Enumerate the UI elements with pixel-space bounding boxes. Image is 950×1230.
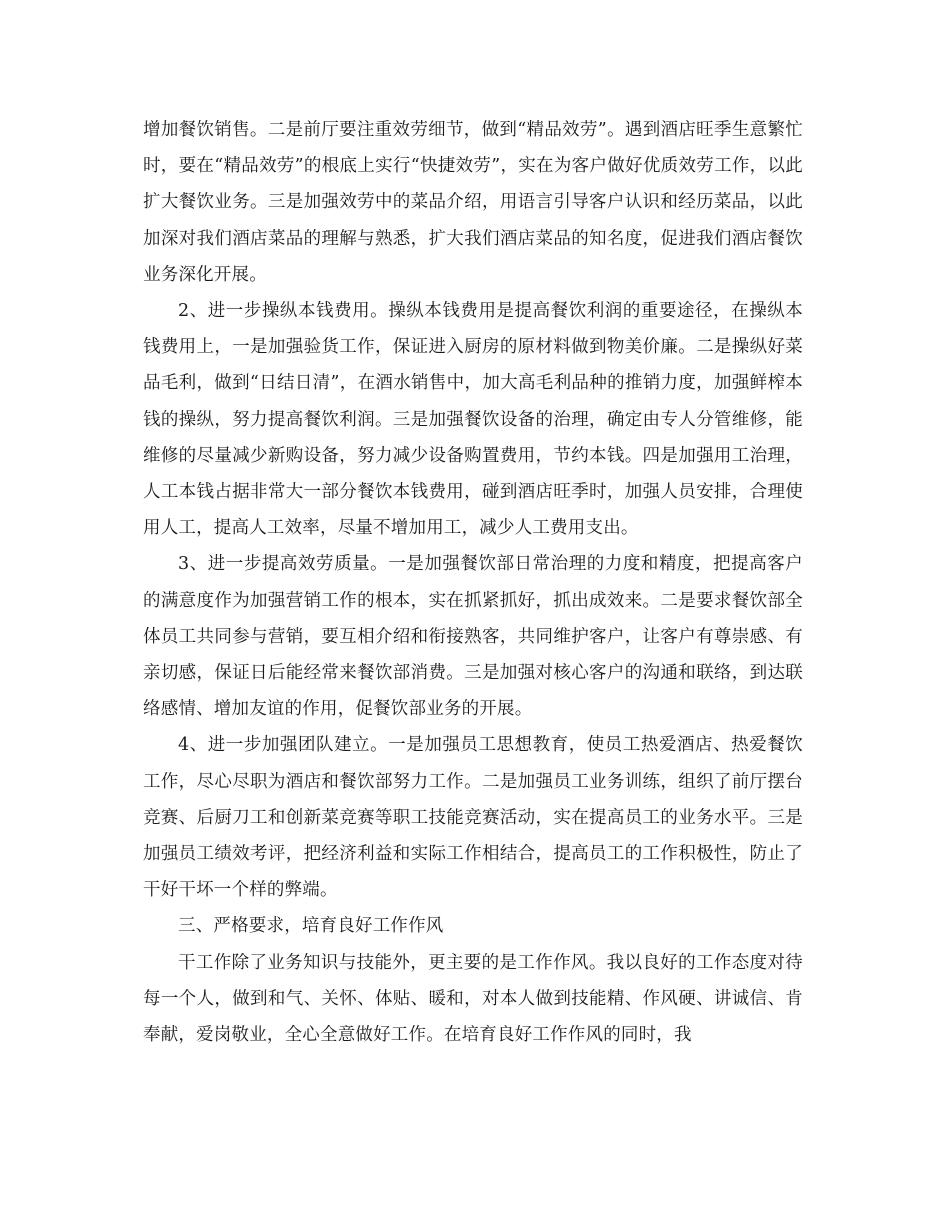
paragraph-work-style: 干工作除了业务知识与技能外，更主要的是工作作风。我以良好的工作态度对待每一个人，做到和气、关怀、体贴、暖和，对本人做到技能精、作风硬、讲诚信、肯奉献，爱岗敬业，全心全意做好工作。在培育良好工作作风的同时，我 [143,952,803,1046]
paragraph-continuation: 增加餐饮销售。二是前厅要注重效劳细节，做到“精品效劳”。遇到酒店旺季生意繁忙时，要在“精品效劳”的根底上实行“快捷效劳”，实在为客户做好优质效劳工作，以此扩大餐饮业务。三是加强效劳中的菜品介绍，用语言引导客户认识和经历菜品，以此加深对我们酒店菜品的理解与熟悉，扩大我们酒店菜品的知名度，促进我们酒店餐饮业务深化开展。 [143,120,803,285]
section-heading: 三、严格要求，培育良好工作作风 [178,916,444,937]
document-page [143,112,803,1053]
paragraph-team-building: 4、进一步加强团队建立。一是加强员工思想教育，使员工热爱酒店、热爱餐饮工作，尽心尽职为酒店和餐饮部努力工作。二是加强员工业务训练，组织了前厅摆台竞赛、后厨刀工和创新菜竞赛等职工技能竞赛活动，实在提高员工的业务水平。三是加强员工绩效考评，把经济利益和实际工作相结合，提高员工的工作积极性，防止了干好干坏一个样的弊端。 [143,735,803,901]
paragraph-service-quality: 3、进一步提高效劳质量。一是加强餐饮部日常治理的力度和精度，把提高客户的满意度作为加强营销工作的根本，实在抓紧抓好，抓出成效来。二是要求餐饮部全体员工共同参与营销，要互相介绍和衔接熟客，共同维护客户，让客户有尊崇感、有亲切感，保证日后能经常来餐饮部消费。三是加强对核心客户的沟通和联络，到达联络感情、增加友谊的作用，促餐饮部业务的开展。 [143,554,803,720]
paragraph-cost-control: 2、进一步操纵本钱费用。操纵本钱费用是提高餐饮利润的重要途径，在操纵本钱费用上，一是加强验货工作，保证进入厨房的原材料做到物美价廉。二是操纵好菜品毛利，做到“日结日清”，在酒水销售中，加大高毛利品种的推销力度，加强鲜榨本钱的操纵，努力提高餐饮利润。三是加强餐饮设备的治理，确定由专人分管维修，能维修的尽量减少新购设备，努力减少设备购置费用，节约本钱。四是加强用工治理，人工本钱占据非常大一部分餐饮本钱费用，碰到酒店旺季时，加强人员安排，合理使用人工，提高人工效率，尽量不增加用工，减少人工费用支出。 [143,301,803,539]
